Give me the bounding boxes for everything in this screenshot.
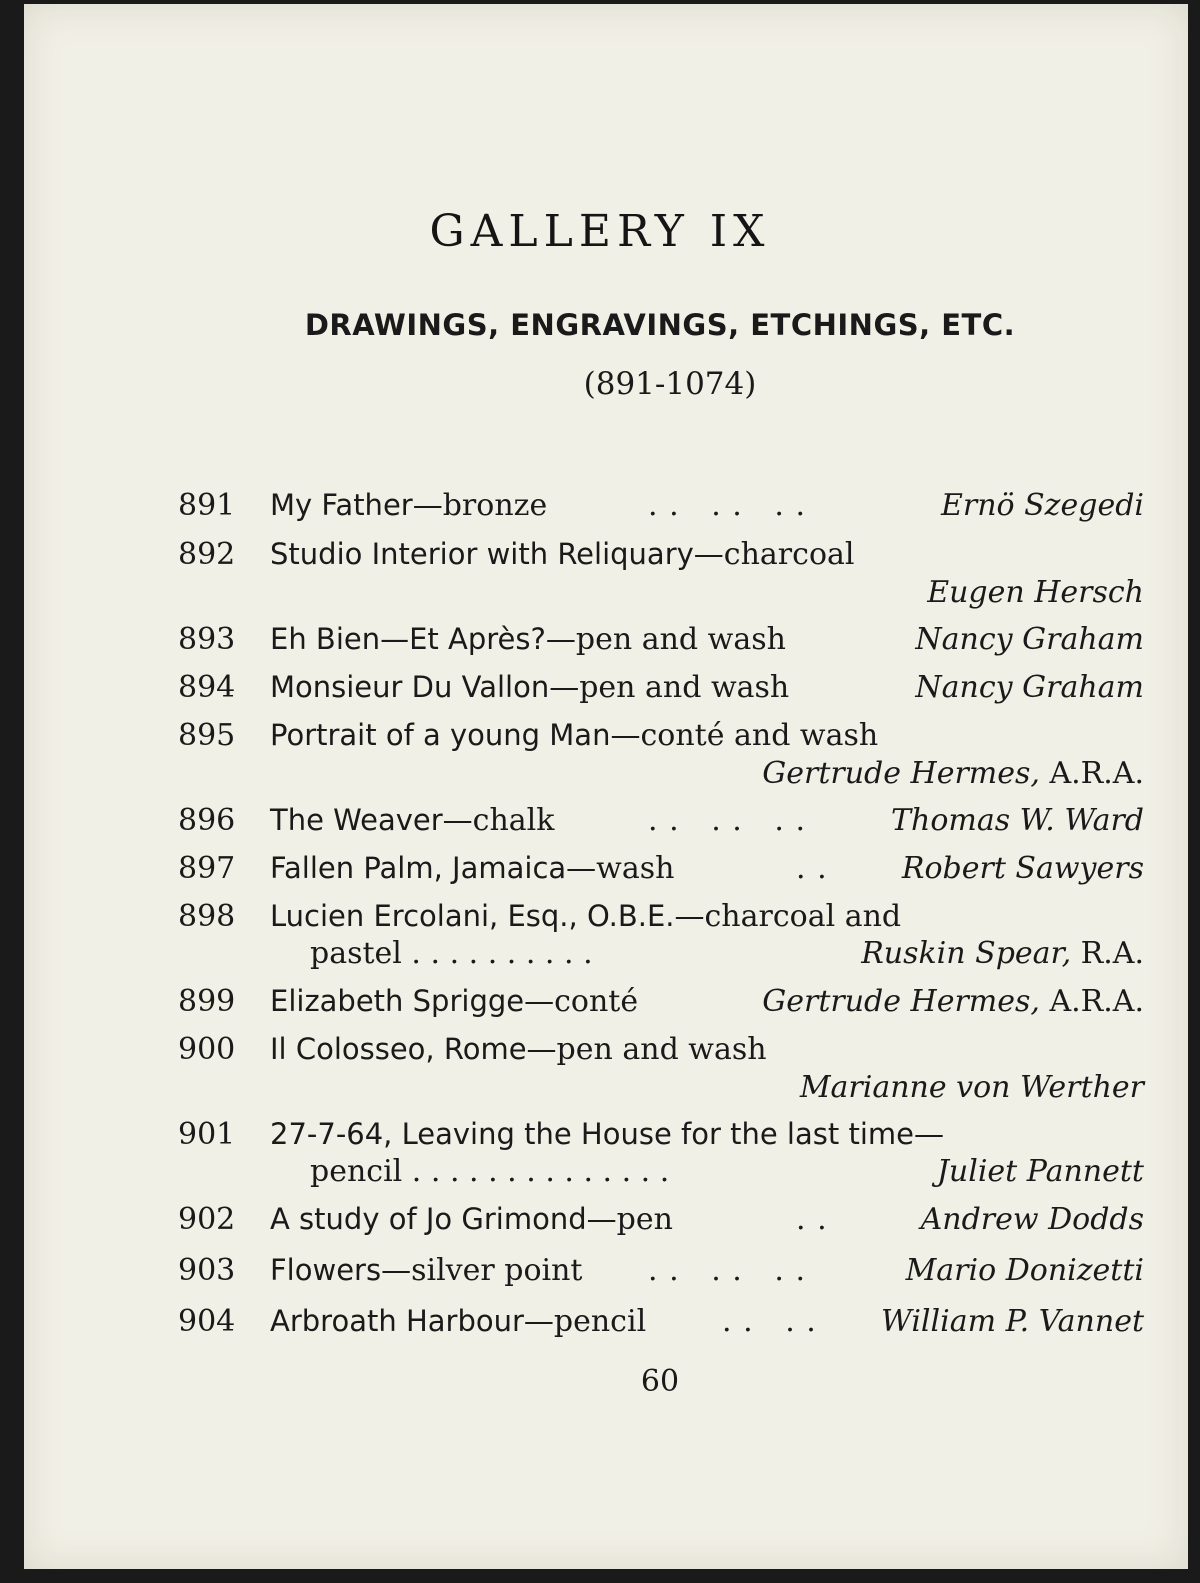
entry-title: Elizabeth Sprigge <box>270 984 525 1018</box>
entry-number: 891 <box>178 488 236 523</box>
entry-artist: Ruskin Spear, <box>861 936 1072 971</box>
entry-medium: —bronze <box>412 488 548 523</box>
catalogue-entry-continuation <box>0 936 1200 980</box>
catalogue-entry <box>0 488 1200 532</box>
entry-artist: Eugen Hersch <box>927 575 1144 610</box>
entry-medium: —pen and wash <box>549 670 790 705</box>
entry-number: 895 <box>178 718 236 753</box>
entry-title: Studio Interior with Reliquary <box>270 537 694 571</box>
entry-artist: Mario Donizetti <box>905 1253 1144 1288</box>
entry-number: 892 <box>178 537 236 572</box>
catalogue-range: (891-1074) <box>583 366 757 402</box>
entry-title: Portrait of a young Man <box>270 718 611 752</box>
entry-artist: Gertrude Hermes, <box>762 984 1040 1019</box>
catalogue-entry <box>0 622 1200 666</box>
entry-number: 897 <box>178 851 236 886</box>
entry-medium: — <box>913 1117 944 1152</box>
entry-number: 899 <box>178 984 236 1019</box>
entry-medium: —pencil <box>523 1304 647 1339</box>
catalogue-entry <box>0 1202 1200 1246</box>
catalogue-entry <box>0 670 1200 714</box>
entry-artist: Juliet Pannett <box>936 1154 1144 1189</box>
catalogue-entry-continuation <box>0 756 1200 800</box>
entry-medium: —conté and wash <box>610 718 879 753</box>
entry-medium: —pen and wash <box>545 622 786 657</box>
entry-medium: —charcoal <box>693 537 855 572</box>
entry-number: 900 <box>178 1032 236 1067</box>
catalogue-entry <box>0 851 1200 895</box>
entry-title: The Weaver <box>270 803 443 837</box>
page-number: 60 <box>640 1364 680 1399</box>
entry-artist: Robert Sawyers <box>901 851 1144 886</box>
catalogue-entry-continuation <box>0 575 1200 619</box>
entry-medium: —silver point <box>381 1253 583 1288</box>
section-subtitle: DRAWINGS, ENGRAVINGS, ETCHINGS, ETC. <box>304 308 1016 342</box>
entry-number: 893 <box>178 622 236 657</box>
leader-dots: . . . . . . <box>648 803 807 838</box>
entry-number: 898 <box>178 899 236 934</box>
entry-medium: —pen and wash <box>526 1032 767 1067</box>
entry-medium: —charcoal and <box>674 899 902 934</box>
entry-title: My Father <box>270 488 413 522</box>
entry-number: 901 <box>178 1117 236 1152</box>
leader-dots: . . . . . . <box>648 1253 807 1288</box>
entry-artist: Andrew Dodds <box>920 1202 1144 1237</box>
entry-artist: Gertrude Hermes, <box>762 756 1040 791</box>
scan-border <box>0 1569 1200 1583</box>
catalogue-entry <box>0 984 1200 1028</box>
catalogue-entry <box>0 1304 1200 1348</box>
entry-artist: Thomas W. Ward <box>891 803 1144 838</box>
entry-title: Flowers <box>270 1253 382 1287</box>
entry-artist: William P. Vannet <box>881 1304 1144 1339</box>
artist-suffix: A.R.A. <box>1039 756 1144 791</box>
gallery-title: GALLERY IX <box>429 206 771 257</box>
entry-medium: —wash <box>566 851 675 886</box>
entry-medium: —conté <box>524 984 639 1019</box>
entry-artist: Marianne von Werther <box>799 1070 1144 1105</box>
catalogue-entry <box>0 803 1200 847</box>
entry-title: Lucien Ercolani, Esq., O.B.E. <box>270 899 675 933</box>
entry-artist: Ernö Szegedi <box>940 488 1144 523</box>
entry-medium: —chalk <box>442 803 555 838</box>
entry-number: 903 <box>178 1253 236 1288</box>
leader-dots: . . <box>796 851 828 886</box>
leader-dots: . . . . <box>722 1304 817 1339</box>
artist-suffix: A.R.A. <box>1039 984 1144 1019</box>
entry-medium: —pen <box>586 1202 673 1237</box>
entry-number: 896 <box>178 803 236 838</box>
catalogue-entry-continuation <box>0 1154 1200 1198</box>
entry-title: Arbroath Harbour <box>270 1304 524 1338</box>
leader-dots: . . <box>796 1202 828 1237</box>
entry-title: Il Colosseo, Rome <box>270 1032 527 1066</box>
entry-number: 902 <box>178 1202 236 1237</box>
artist-suffix: R.A. <box>1071 936 1144 971</box>
catalogue-entry <box>0 1253 1200 1297</box>
entry-artist: Nancy Graham <box>915 622 1144 657</box>
entry-number: 894 <box>178 670 236 705</box>
entry-title: Monsieur Du Vallon <box>270 670 550 704</box>
entry-continuation: pencil . . . . . . . . . . . . . . <box>310 1154 670 1189</box>
entry-title: A study of Jo Grimond <box>270 1202 587 1236</box>
entry-title: Fallen Palm, Jamaica <box>270 851 567 885</box>
catalogue-entry-continuation <box>0 1070 1200 1114</box>
entry-title: Eh Bien—Et Après? <box>270 622 546 656</box>
leader-dots: . . . . . . <box>648 488 807 523</box>
entry-title: 27-7-64, Leaving the House for the last time <box>270 1117 914 1151</box>
entry-continuation: pastel . . . . . . . . . . <box>310 936 593 971</box>
entry-artist: Nancy Graham <box>915 670 1144 705</box>
entry-number: 904 <box>178 1304 236 1339</box>
